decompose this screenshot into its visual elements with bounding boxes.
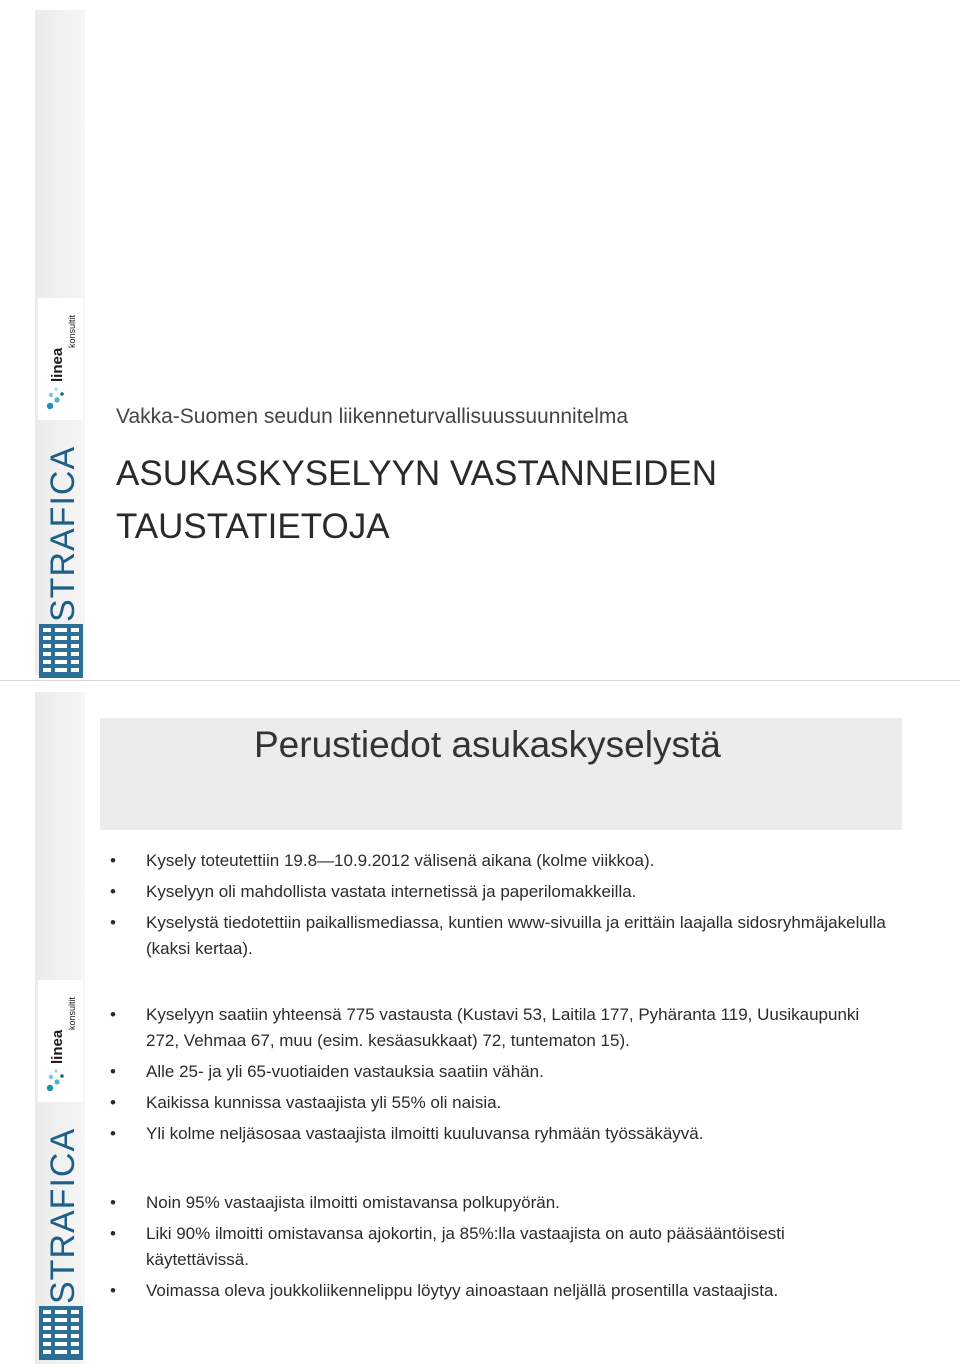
- linea-logo: [38, 980, 83, 1102]
- bullet-list-mobility: [110, 1190, 790, 1309]
- list-item: • Alle 25- ja yli 65-vuotiaiden vastauksia saatiin vähän.: [110, 1059, 870, 1085]
- svg-text:linea: linea: [49, 347, 66, 382]
- document-subtitle: Vakka-Suomen seudun liikenneturvallisuussuunnitelma: [116, 405, 629, 428]
- bullet-list-survey-info: [110, 848, 890, 967]
- list-item: • Kyselyyn oli mahdollista vastata internetissä ja paperilomakkeilla.: [110, 879, 890, 905]
- strafica-logo: [38, 1122, 83, 1322]
- linea-logo: [38, 298, 83, 420]
- svg-text:konsultit: konsultit: [67, 996, 77, 1030]
- svg-text:STRAFICA: STRAFICA: [44, 445, 82, 622]
- list-item: • Kysely toteutettiin 19.8—10.9.2012 välisenä aikana (kolme viikkoa).: [110, 848, 890, 874]
- strafica-logo: [38, 440, 83, 640]
- svg-text:linea: linea: [49, 1029, 66, 1064]
- list-item: • Liki 90% ilmoitti omistavansa ajokortin, ja 85%:lla vastaajista on auto pääsääntöisesti käytettävissä.: [110, 1221, 790, 1273]
- slide-title: [0, 0, 960, 680]
- list-item: • Noin 95% vastaajista ilmoitti omistavansa polkupyörän.: [110, 1190, 790, 1216]
- bullet-list-respondents: [110, 1002, 870, 1152]
- svg-text:STRAFICA: STRAFICA: [44, 1127, 82, 1304]
- title-line-1: ASUKASKYSELYYN VASTANNEIDEN: [116, 454, 718, 493]
- linea-logo-graphic: [42, 302, 78, 416]
- slide-main-title: [116, 447, 876, 553]
- strafica-pattern-icon: [37, 622, 85, 680]
- slide-divider: [0, 680, 960, 681]
- linea-logo-graphic: [42, 984, 78, 1098]
- list-item: • Kyselyyn saatiin yhteensä 775 vastausta (Kustavi 53, Laitila 177, Pyhäranta 119, Uusikaupunki 272, Vehmaa 67, muu (esim. kesäasukkaat) 72, tuntematon 15).: [110, 1002, 870, 1054]
- list-item: • Kyselystä tiedotettiin paikallismediassa, kuntien www-sivuilla ja erittäin laajalla sidosryhmäjakelulla (kaksi kertaa).: [110, 910, 890, 962]
- list-item: • Kaikissa kunnissa vastaajista yli 55% oli naisia.: [110, 1090, 870, 1116]
- strafica-pattern-icon: [37, 1304, 85, 1362]
- slide-title: Perustiedot asukaskyselystä: [254, 724, 721, 765]
- svg-text:konsultit: konsultit: [67, 314, 77, 348]
- list-item: • Yli kolme neljäsosaa vastaajista ilmoitti kuuluvansa ryhmään työssäkäyvä.: [110, 1121, 870, 1147]
- slide-basic-info: [0, 682, 960, 1367]
- list-item: • Voimassa oleva joukkoliikennelippu löytyy ainoastaan neljällä prosentilla vastaajista.: [110, 1278, 790, 1304]
- title-line-2: TAUSTATIETOJA: [116, 507, 390, 546]
